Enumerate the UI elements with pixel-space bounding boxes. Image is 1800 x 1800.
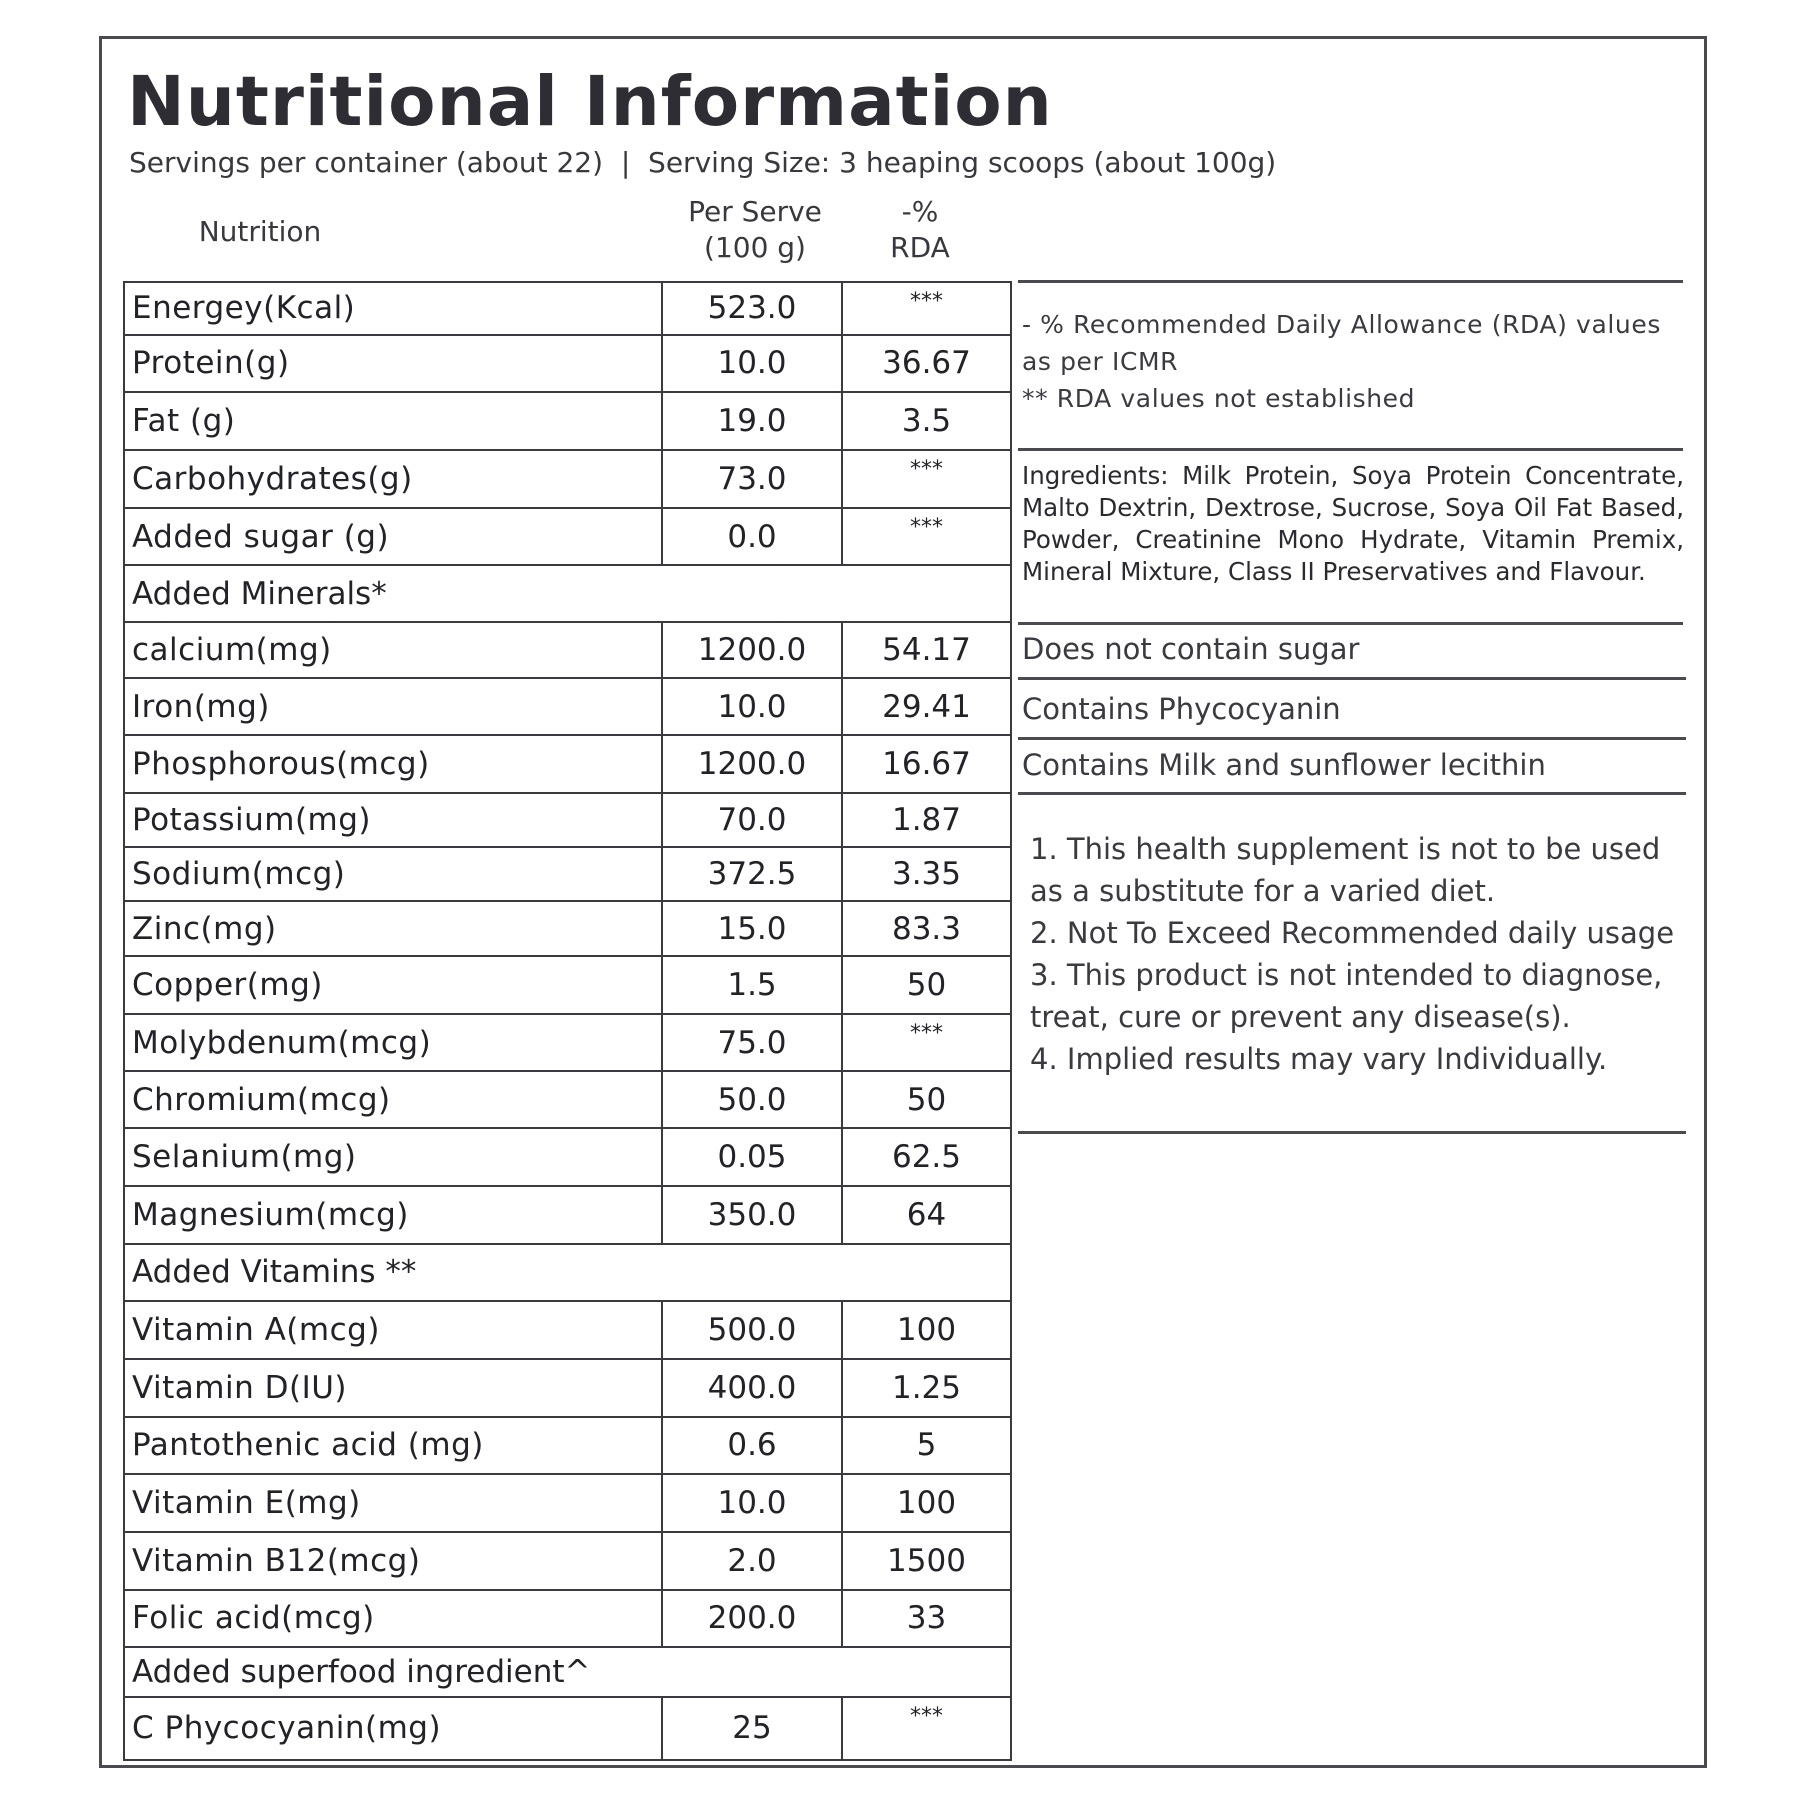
rda-value: 100	[842, 1474, 1011, 1532]
rda-value: ***	[842, 508, 1011, 566]
nutrition-table	[123, 281, 1012, 1761]
rda-value: 50	[842, 956, 1011, 1014]
per-serve-value: 523.0	[662, 282, 842, 335]
nutrient-name: C Phycocyanin(mg)	[124, 1697, 662, 1760]
phycocyanin-note: Contains Phycocyanin	[1022, 692, 1341, 726]
rda-value: 1.25	[842, 1359, 1011, 1417]
nutrient-name: Potassium(mg)	[124, 793, 662, 847]
per-serve-value: 200.0	[662, 1590, 842, 1648]
page-title: Nutritional Information	[127, 62, 1053, 142]
table-row	[124, 622, 1011, 678]
nutrient-name: Zinc(mg)	[124, 901, 662, 956]
section-label: Added Vitamins **	[124, 1244, 1011, 1302]
milk-note: Contains Milk and sunflower lecithin	[1022, 748, 1546, 782]
table-section-row	[124, 1244, 1011, 1302]
nutrient-name: Sodium(mcg)	[124, 847, 662, 902]
divider	[1018, 677, 1686, 680]
per-serve-value: 15.0	[662, 901, 842, 956]
nutrient-name: Energey(Kcal)	[124, 282, 662, 335]
table-row	[124, 735, 1011, 793]
table-row	[124, 1071, 1011, 1128]
table-row	[124, 1590, 1011, 1648]
serving-info: Servings per container (about 22) | Serving Size: 3 heaping scoops (about 100g)	[129, 146, 1277, 179]
nutrient-name: calcium(mg)	[124, 622, 662, 678]
table-row	[124, 1301, 1011, 1359]
per-serve-value: 350.0	[662, 1186, 842, 1244]
rda-value: 36.67	[842, 335, 1011, 393]
nutrient-name: Carbohydrates(g)	[124, 450, 662, 508]
per-serve-value: 70.0	[662, 793, 842, 847]
per-serve-value: 1.5	[662, 956, 842, 1014]
table-row	[124, 678, 1011, 736]
divider	[1018, 1131, 1686, 1134]
table-row	[124, 1417, 1011, 1475]
per-serve-value: 75.0	[662, 1014, 842, 1072]
per-serve-value: 50.0	[662, 1071, 842, 1128]
per-serve-value: 10.0	[662, 678, 842, 736]
column-header-nutrition	[150, 214, 370, 250]
nutrient-name: Selanium(mg)	[124, 1128, 662, 1186]
nutrient-name: Iron(mg)	[124, 678, 662, 736]
per-serve-value: 0.05	[662, 1128, 842, 1186]
table-row	[124, 1697, 1011, 1760]
table-row	[124, 1128, 1011, 1186]
ingredients-text: Ingredients: Milk Protein, Soya Protein Concentrate, Malto Dextrin, Dextrose, Sucrose, Soya Oil Fat Based, Powder, Creatinine Mono Hydrate, Vitamin Premix, Mineral Mixture, Class II Preservatives and Flavour.	[1022, 461, 1684, 586]
rda-note	[1022, 306, 1687, 417]
nutrient-name: Magnesium(mcg)	[124, 1186, 662, 1244]
table-row	[124, 1014, 1011, 1072]
rda-value: 83.3	[842, 901, 1011, 956]
divider	[1018, 448, 1683, 451]
column-header-rda	[860, 194, 980, 266]
per-serve-value: 1200.0	[662, 622, 842, 678]
table-row	[124, 901, 1011, 956]
rda-value: 1.87	[842, 793, 1011, 847]
section-label: Added superfood ingredient^	[124, 1647, 1011, 1697]
column-header-rda-top: -%	[901, 195, 939, 228]
nutrient-name: Folic acid(mcg)	[124, 1590, 662, 1648]
per-serve-value: 2.0	[662, 1532, 842, 1590]
per-serve-value: 73.0	[662, 450, 842, 508]
nutrient-name: Chromium(mcg)	[124, 1071, 662, 1128]
per-serve-value: 500.0	[662, 1301, 842, 1359]
rda-value: 54.17	[842, 622, 1011, 678]
rda-value: 50	[842, 1071, 1011, 1128]
nutrient-name: Fat (g)	[124, 392, 662, 450]
per-serve-value: 10.0	[662, 335, 842, 393]
per-serve-value: 19.0	[662, 392, 842, 450]
table-row	[124, 1532, 1011, 1590]
table-row	[124, 1359, 1011, 1417]
nutrient-name: Vitamin B12(mcg)	[124, 1532, 662, 1590]
column-header-per-serve-unit: (100 g)	[704, 231, 806, 264]
per-serve-value: 372.5	[662, 847, 842, 902]
table-row	[124, 335, 1011, 393]
table-row	[124, 956, 1011, 1014]
rda-note-1: - % Recommended Daily Allowance (RDA) values as per ICMR	[1022, 310, 1661, 376]
per-serve-value: 400.0	[662, 1359, 842, 1417]
nutrient-name: Protein(g)	[124, 335, 662, 393]
no-sugar-note: Does not contain sugar	[1022, 632, 1360, 666]
rda-value: 64	[842, 1186, 1011, 1244]
table-row	[124, 392, 1011, 450]
nutrient-name: Pantothenic acid (mg)	[124, 1417, 662, 1475]
column-header-nutrition-label: Nutrition	[198, 215, 322, 248]
rda-value: 3.35	[842, 847, 1011, 902]
disclaimer-item: 4. Implied results may vary Individually.	[1030, 1042, 1608, 1076]
per-serve-value: 1200.0	[662, 735, 842, 793]
rda-value: 100	[842, 1301, 1011, 1359]
table-row	[124, 450, 1011, 508]
table-row	[124, 1474, 1011, 1532]
table-section-row	[124, 1647, 1011, 1697]
rda-value: ***	[842, 1697, 1011, 1760]
per-serve-value: 25	[662, 1697, 842, 1760]
rda-value: ***	[842, 450, 1011, 508]
disclaimer-item: 1. This health supplement is not to be used as a substitute for a varied diet.	[1030, 832, 1661, 908]
disclaimer-item: 3. This product is not intended to diagnose, treat, cure or prevent any disease(s).	[1030, 958, 1663, 1034]
disclaimer-list	[1030, 828, 1700, 1080]
section-label: Added Minerals*	[124, 565, 1011, 622]
rda-value: 5	[842, 1417, 1011, 1475]
divider	[1018, 792, 1686, 795]
divider	[1018, 737, 1686, 740]
nutrient-name: Phosphorous(mcg)	[124, 735, 662, 793]
rda-value: 33	[842, 1590, 1011, 1648]
rda-value: 29.41	[842, 678, 1011, 736]
table-row	[124, 847, 1011, 902]
rda-value: 62.5	[842, 1128, 1011, 1186]
table-row	[124, 1186, 1011, 1244]
rda-value: 3.5	[842, 392, 1011, 450]
divider	[1018, 280, 1683, 283]
nutrient-name: Added sugar (g)	[124, 508, 662, 566]
nutrient-name: Vitamin A(mcg)	[124, 1301, 662, 1359]
column-header-per-serve	[660, 194, 850, 266]
per-serve-value: 10.0	[662, 1474, 842, 1532]
rda-value: ***	[842, 1014, 1011, 1072]
divider	[1018, 622, 1683, 625]
rda-note-2: ** RDA values not established	[1022, 384, 1416, 413]
disclaimer-item: 2. Not To Exceed Recommended daily usage	[1030, 916, 1675, 950]
table-section-row	[124, 565, 1011, 622]
nutrient-name: Molybdenum(mcg)	[124, 1014, 662, 1072]
column-header-per-serve-label: Per Serve	[688, 195, 822, 228]
nutrient-name: Vitamin D(IU)	[124, 1359, 662, 1417]
nutrient-name: Copper(mg)	[124, 956, 662, 1014]
nutrient-name: Vitamin E(mg)	[124, 1474, 662, 1532]
per-serve-value: 0.6	[662, 1417, 842, 1475]
table-row	[124, 282, 1011, 335]
rda-value: ***	[842, 282, 1011, 335]
rda-value: 1500	[842, 1532, 1011, 1590]
table-row	[124, 793, 1011, 847]
column-header-rda-bottom: RDA	[890, 231, 950, 264]
rda-value: 16.67	[842, 735, 1011, 793]
per-serve-value: 0.0	[662, 508, 842, 566]
table-row	[124, 508, 1011, 566]
